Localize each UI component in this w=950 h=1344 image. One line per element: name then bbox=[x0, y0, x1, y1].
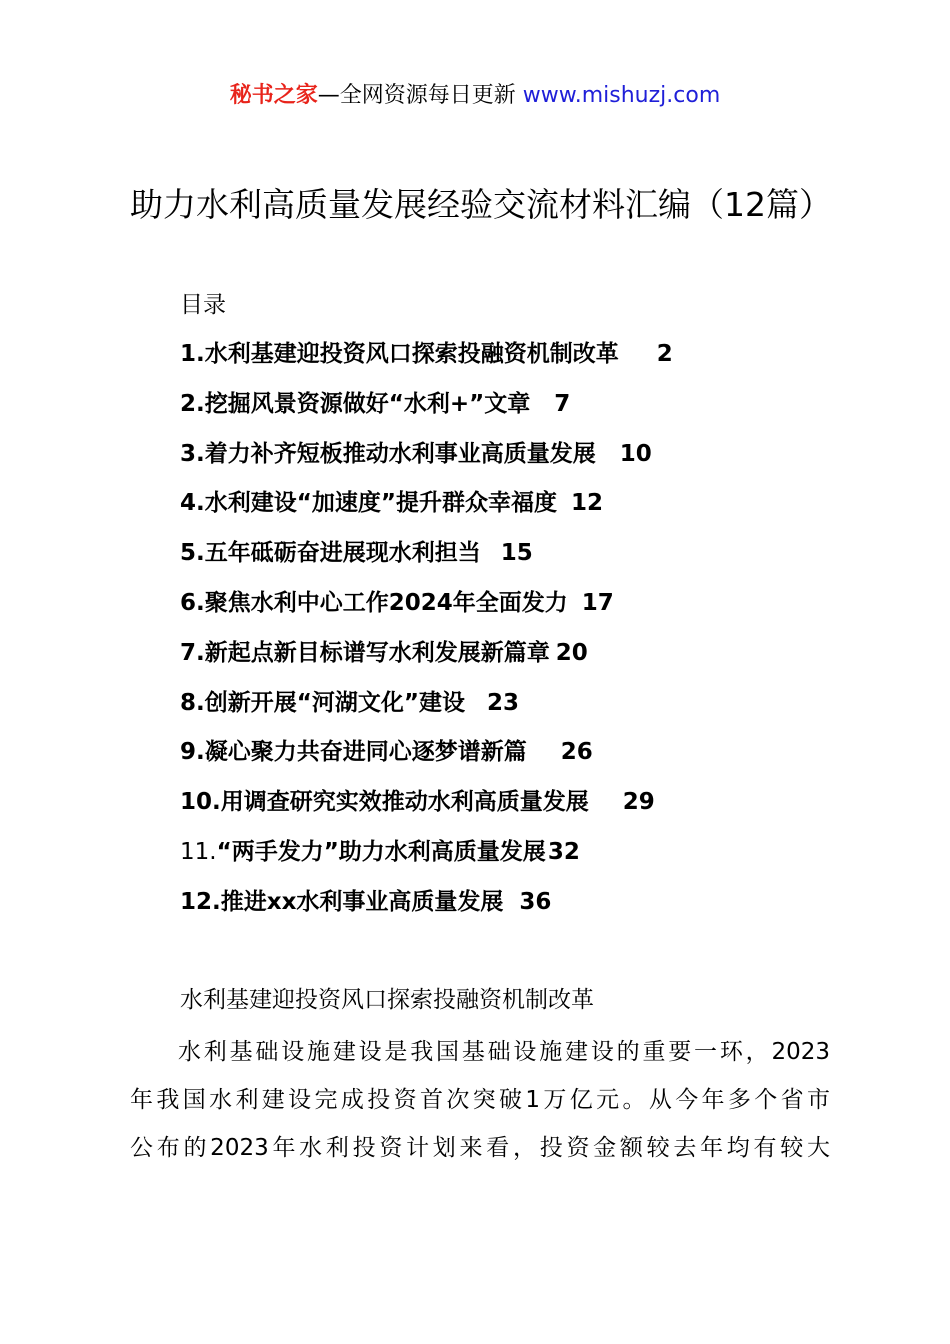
toc-item-page: 2 bbox=[656, 341, 673, 367]
toc-item-label: 1.水利基建迎投资风口探索投融资机制改革 bbox=[180, 341, 619, 367]
toc-item[interactable] bbox=[180, 736, 820, 786]
site-header bbox=[0, 80, 950, 112]
toc-heading: 目录 bbox=[180, 292, 226, 318]
toc-item-label: 5.五年砥砺奋进展现水利担当 bbox=[180, 540, 481, 567]
toc-item[interactable] bbox=[180, 388, 820, 438]
toc-item-page: 7 bbox=[554, 390, 571, 417]
toc-item-label: 10.用调查研究实效推动水利高质量发展 bbox=[180, 789, 589, 816]
body-paragraph bbox=[130, 1028, 830, 1172]
toc-item[interactable] bbox=[180, 537, 820, 587]
toc-item[interactable] bbox=[180, 487, 820, 537]
site-tagline: —全网资源每日更新 bbox=[317, 83, 523, 108]
toc-item-page: 36 bbox=[519, 888, 552, 915]
toc-item-label: “两手发力”助力水利高质量发展 bbox=[216, 838, 546, 865]
toc-item-page: 17 bbox=[581, 589, 614, 616]
toc-item[interactable] bbox=[180, 587, 820, 637]
toc-item-page: 32 bbox=[547, 838, 580, 865]
body-line: 水利基础设施建设是我国基础设施建设的重要一环，2023 bbox=[178, 1039, 830, 1065]
toc-item-label: 12.推进xx水利事业高质量发展 bbox=[180, 888, 504, 915]
table-of-contents bbox=[180, 338, 820, 936]
toc-item-label: 2.挖掘风景资源做好“水利+”文章 bbox=[180, 390, 531, 417]
toc-item-label: 8.创新开展“河湖文化”建设 bbox=[180, 689, 465, 716]
brand-name: 秘书之家 bbox=[229, 83, 318, 108]
toc-item-label: 4.水利建设“加速度”提升群众幸福度 bbox=[180, 490, 557, 517]
toc-item-label: 3.着力补齐短板推动水利事业高质量发展 bbox=[180, 440, 596, 467]
toc-item[interactable] bbox=[180, 786, 820, 836]
toc-item-page: 20 bbox=[555, 639, 588, 666]
site-url-link[interactable]: www.mishuzj.com bbox=[522, 83, 721, 108]
toc-item-page: 15 bbox=[500, 540, 533, 567]
toc-item[interactable] bbox=[180, 637, 820, 687]
body-line: 公布的2023年水利投资计划来看，投资金额较去年均有较大 bbox=[130, 1135, 830, 1161]
toc-item-label: 6.聚焦水利中心工作2024年全面发力 bbox=[180, 589, 568, 616]
toc-item-page: 12 bbox=[570, 490, 603, 517]
toc-item[interactable] bbox=[180, 338, 820, 388]
toc-item-page: 10 bbox=[619, 440, 652, 467]
toc-item-page: 26 bbox=[560, 739, 593, 766]
toc-item[interactable] bbox=[180, 438, 820, 488]
toc-item-label: 9.凝心聚力共奋进同心逐梦谱新篇 bbox=[180, 739, 527, 766]
toc-item-number: 11. bbox=[180, 838, 217, 865]
document-title: 助力水利高质量发展经验交流材料汇编（12篇） bbox=[130, 185, 832, 224]
toc-item[interactable] bbox=[180, 886, 820, 936]
body-line: 年我国水利建设完成投资首次突破1万亿元。从今年多个省市 bbox=[130, 1087, 830, 1113]
section-heading: 水利基建迎投资风口探索投融资机制改革 bbox=[180, 987, 594, 1013]
toc-item-page: 23 bbox=[486, 689, 519, 716]
toc-item-page: 29 bbox=[622, 789, 655, 816]
toc-item-label: 7.新起点新目标谱写水利发展新篇章 bbox=[180, 639, 550, 666]
toc-item[interactable] bbox=[180, 836, 820, 886]
toc-item[interactable] bbox=[180, 687, 820, 737]
